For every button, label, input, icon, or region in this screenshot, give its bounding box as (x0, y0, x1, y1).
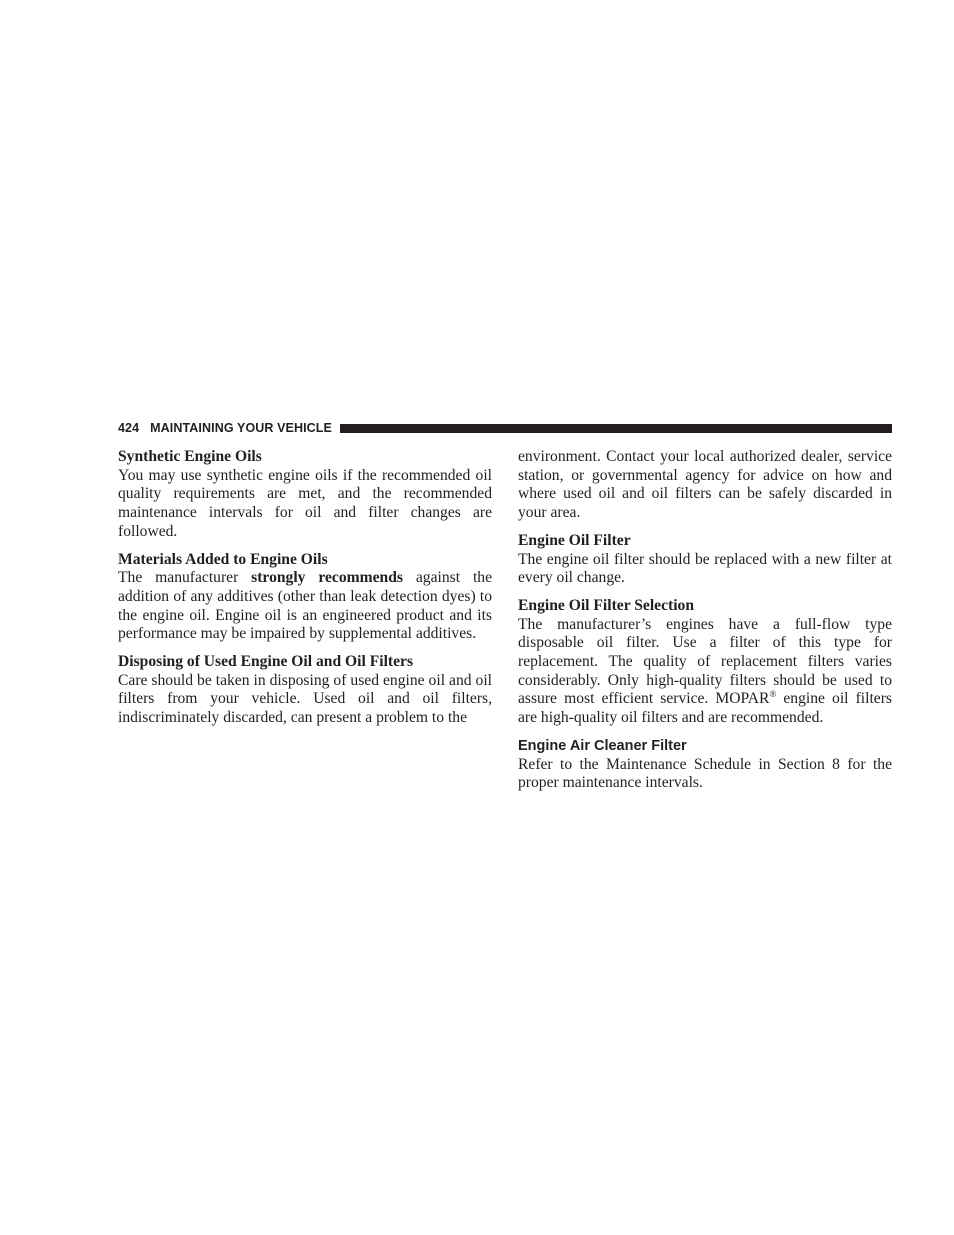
section-heading: Engine Air Cleaner Filter (518, 737, 687, 754)
oil-filter-section (518, 532, 892, 588)
section-title: MAINTAINING YOUR VEHICLE (150, 421, 332, 435)
oil-filter-selection-section (518, 597, 892, 728)
section-body: The manufacturer’s engines have a full-flow type disposable oil filter. Use a filter of this type for replacement. The quality of replacement filters varies considerably. Only high-quality filters should be used to assure most efficient service. MOPAR® engine oil filters are high-quality oil filters and are recommended. (518, 615, 892, 727)
header-rule (340, 424, 892, 433)
emphasis-text: strongly recommends (251, 569, 403, 587)
synthetic-oils-section (118, 448, 492, 542)
materials-added-section (118, 551, 492, 645)
registered-mark: ® (769, 689, 777, 700)
section-body: Care should be taken in disposing of used engine oil and oil filters from your vehicle. Used oil and oil filters, indiscriminately discarded, can present a problem to the (118, 671, 492, 727)
section-body: The engine oil filter should be replaced with a new filter at every oil change. (518, 550, 892, 587)
section-heading: Disposing of Used Engine Oil and Oil Filters (118, 653, 414, 671)
section-heading: Engine Oil Filter Selection (518, 596, 694, 614)
disposing-section (118, 653, 492, 728)
section-body: You may use synthetic engine oils if the recommended oil quality requirements are met, and the recommended maintenance intervals for oil and filter changes are followed. (118, 466, 492, 540)
section-body: Refer to the Maintenance Schedule in Section 8 for the proper maintenance intervals. (518, 755, 892, 792)
right-column (518, 448, 892, 802)
page-number: 424 (118, 421, 140, 435)
left-column (118, 448, 492, 737)
air-cleaner-section (518, 737, 892, 793)
continued-text: environment. Contact your local authorized dealer, service station, or governmental agency for advice on how and where used oil and oil filters can be safely discarded in your area. (518, 448, 892, 522)
section-body: The manufacturer strongly recommends against the addition of any additives (other than leak detection dyes) to the engine oil. Engine oil is an engineered product and its performance may be impaired by supplemental additives. (118, 569, 492, 643)
section-heading: Synthetic Engine Oils (118, 448, 262, 465)
page-header (118, 419, 892, 437)
section-heading: Materials Added to Engine Oils (118, 550, 328, 568)
section-heading: Engine Oil Filter (518, 531, 631, 549)
